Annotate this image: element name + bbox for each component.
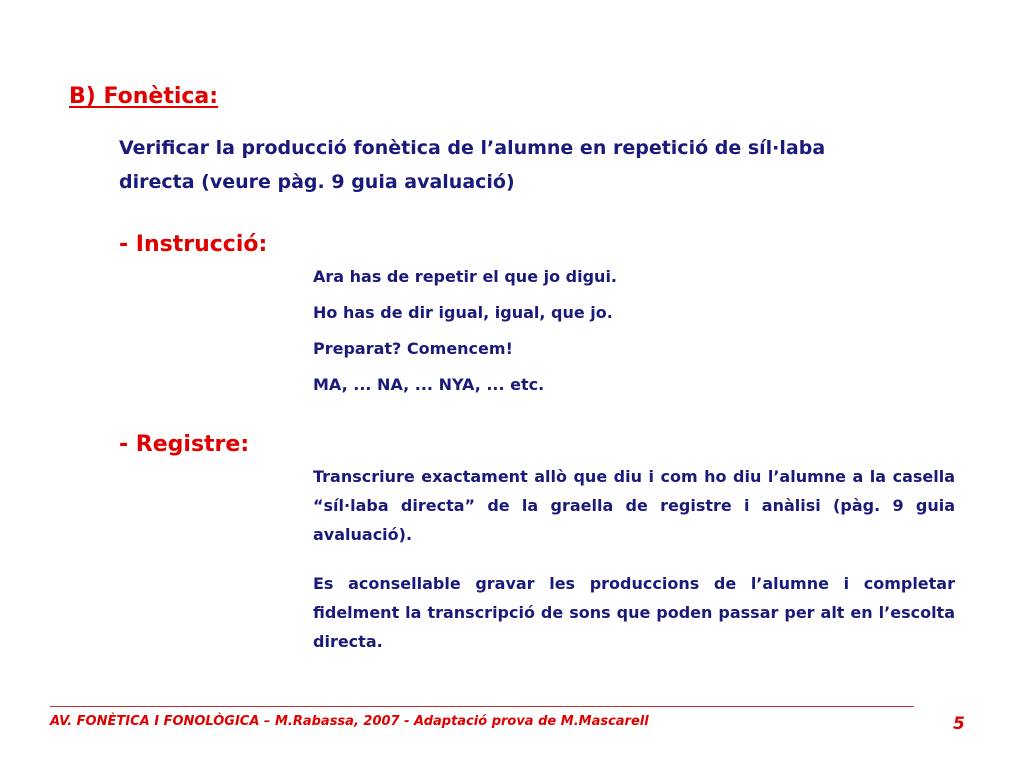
footer-credit: AV. FONÈTICA I FONOLÒGICA – M.Rabassa, 2007 - Adaptació prova de M.Mascarell	[50, 714, 649, 729]
register-heading: - Registre:	[119, 432, 250, 457]
instruction-line: Ara has de repetir el que jo digui.	[313, 267, 617, 286]
intro-text: Verificar la producció fonètica de l’alumne en repetició de síl·laba directa (veure pàg. 9 guia avaluació)	[119, 137, 826, 193]
page-number: 5	[953, 714, 965, 734]
instruction-line: Ho has de dir igual, igual, que jo.	[313, 303, 613, 322]
register-paragraph: Es aconsellable gravar les produccions de l’alumne i completar fidelment la transcripció de sons que poden passar per alt en l’escolta directa.	[313, 574, 955, 651]
footer-divider	[50, 706, 914, 707]
section-title: B) Fonètica:	[69, 84, 219, 109]
instruction-line: MA, ... NA, ... NYA, ... etc.	[313, 375, 545, 394]
instruction-list	[313, 262, 617, 406]
instruction-line: Preparat? Comencem!	[313, 339, 513, 358]
register-paragraph: Transcriure exactament allò que diu i com ho diu l’alumne a la casella “síl·laba directa” de la graella de registre i anàlisi (pàg. 9 guia avaluació).	[313, 467, 955, 544]
instruction-heading: - Instrucció:	[119, 232, 268, 257]
